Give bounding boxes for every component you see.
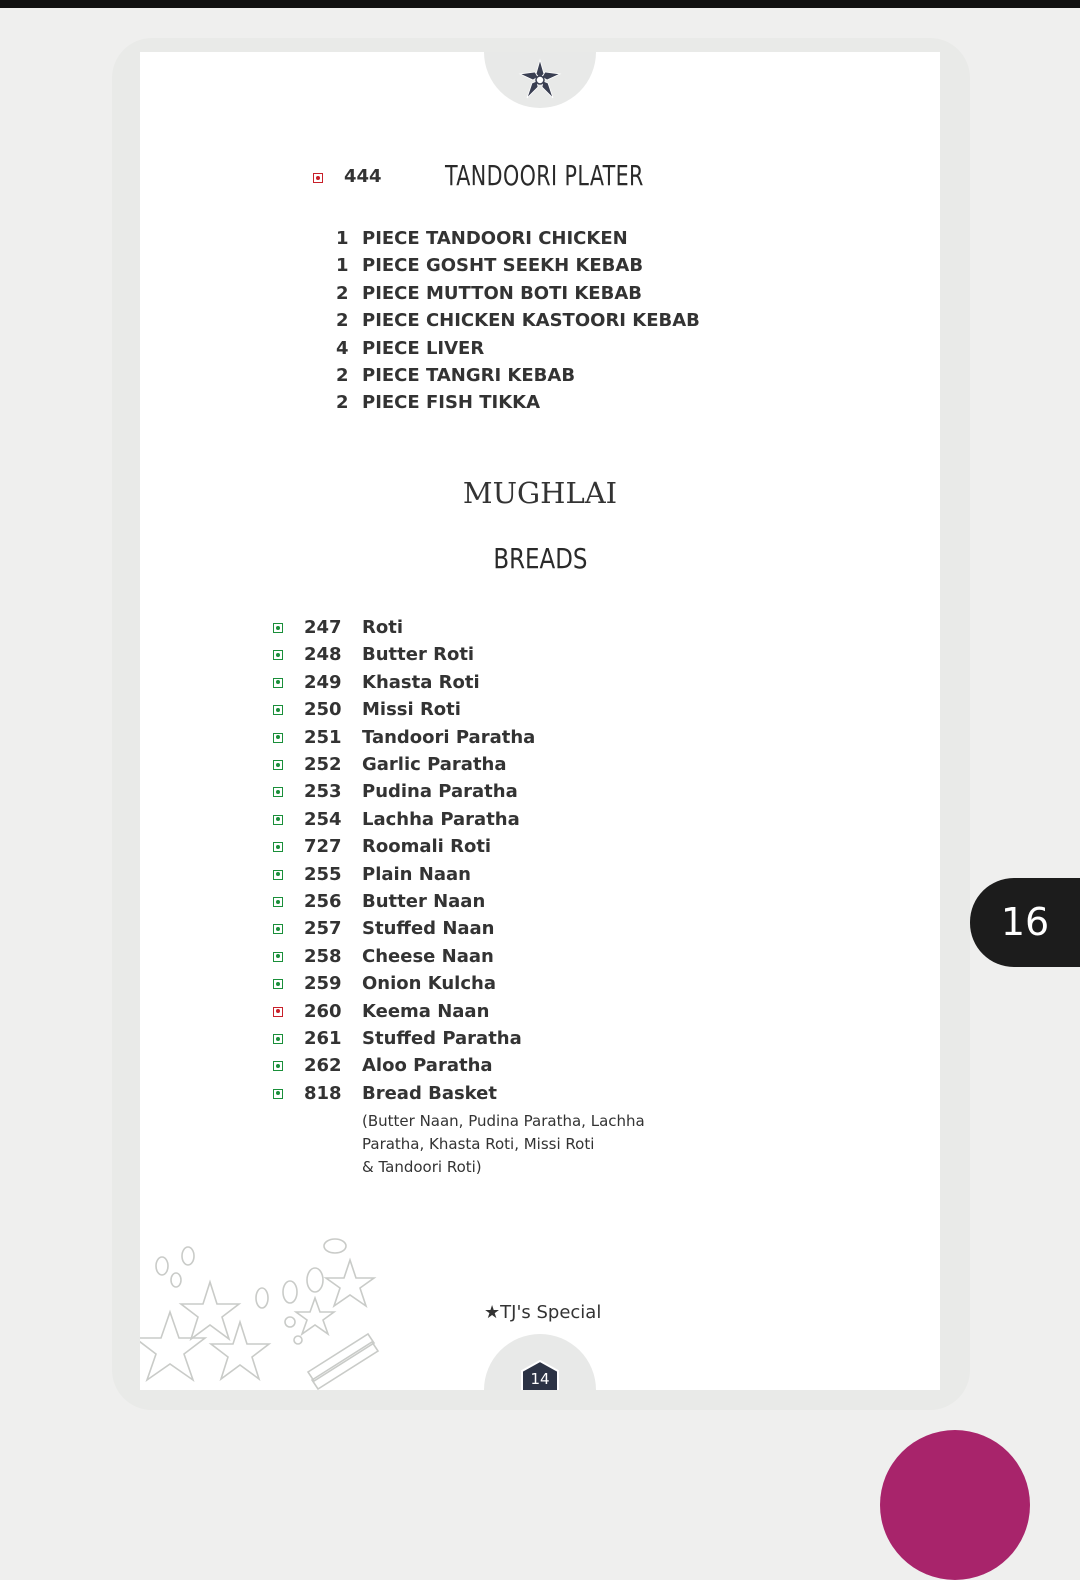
section-title: MUGHLAI bbox=[462, 476, 618, 510]
bread-item bbox=[140, 754, 940, 781]
bread-code: 255 bbox=[304, 863, 342, 885]
plater-item-name: PIECE TANDOORI CHICKEN bbox=[362, 228, 628, 249]
bread-item bbox=[140, 699, 940, 726]
bread-code: 247 bbox=[304, 617, 342, 638]
fab-button[interactable] bbox=[880, 1430, 1030, 1580]
bread-code: 251 bbox=[304, 726, 342, 748]
status-bar bbox=[0, 0, 1080, 8]
bread-basket-note bbox=[362, 1110, 662, 1179]
note-line: & Tandoori Roti) bbox=[362, 1158, 482, 1176]
bread-item bbox=[140, 836, 940, 863]
bread-name: Keema Naan bbox=[362, 1000, 490, 1022]
bread-item bbox=[140, 864, 940, 891]
plater-item-name: PIECE CHICKEN KASTOORI KEBAB bbox=[362, 310, 700, 332]
page-number: 14 bbox=[530, 1370, 550, 1388]
bread-item bbox=[140, 891, 940, 918]
bread-name: Plain Naan bbox=[362, 863, 471, 885]
bread-name: Garlic Paratha bbox=[362, 754, 507, 775]
bread-item bbox=[140, 1055, 940, 1082]
bread-code: 262 bbox=[304, 1055, 342, 1077]
bread-name: Onion Kulcha bbox=[362, 973, 496, 995]
bread-item bbox=[140, 973, 940, 1000]
note-line: Paratha, Khasta Roti, Missi Roti bbox=[362, 1135, 595, 1153]
menu-page bbox=[140, 52, 940, 1390]
spice-decoration-icon bbox=[140, 1232, 380, 1390]
sub-title-text: BREADS bbox=[492, 542, 588, 575]
bread-name: Cheese Naan bbox=[362, 945, 494, 967]
bread-item bbox=[140, 727, 940, 754]
page-indicator-tab[interactable] bbox=[970, 878, 1080, 967]
plater-qty: 4 bbox=[336, 337, 349, 359]
plater-qty: 1 bbox=[336, 228, 349, 249]
bread-name: Khasta Roti bbox=[362, 671, 480, 693]
tj-special-legend: ★TJ's Special bbox=[484, 1302, 602, 1323]
bread-code: 261 bbox=[304, 1028, 342, 1049]
plater-code: 444 bbox=[344, 166, 382, 187]
bread-item bbox=[140, 644, 940, 671]
bread-item bbox=[140, 946, 940, 973]
plater-qty: 1 bbox=[336, 255, 349, 277]
plater-qty: 2 bbox=[336, 365, 349, 386]
bread-item bbox=[140, 672, 940, 699]
bread-code: 258 bbox=[304, 945, 342, 967]
bread-code: 256 bbox=[304, 891, 342, 912]
bread-name: Butter Roti bbox=[362, 644, 475, 666]
sub-title bbox=[140, 542, 940, 575]
bread-code: 818 bbox=[304, 1082, 342, 1104]
plater-qty: 2 bbox=[336, 392, 349, 414]
bread-name: Aloo Paratha bbox=[362, 1055, 493, 1077]
plater-item-name: PIECE TANGRI KEBAB bbox=[362, 365, 576, 386]
bread-name: Bread Basket bbox=[362, 1082, 497, 1104]
bread-item bbox=[140, 617, 940, 644]
bread-code: 249 bbox=[304, 671, 342, 693]
bread-name: Tandoori Paratha bbox=[362, 726, 536, 748]
bread-code: 253 bbox=[304, 781, 342, 803]
plater-qty: 2 bbox=[336, 282, 349, 304]
bread-item bbox=[140, 1083, 940, 1110]
top-tab bbox=[484, 52, 596, 108]
bread-name: Butter Naan bbox=[362, 891, 486, 912]
bread-name: Stuffed Paratha bbox=[362, 1028, 522, 1049]
bread-item bbox=[140, 1028, 940, 1055]
plater-item-name: PIECE GOSHT SEEKH KEBAB bbox=[362, 255, 644, 277]
bread-code: 727 bbox=[304, 836, 342, 858]
bread-item bbox=[140, 918, 940, 945]
bread-code: 252 bbox=[304, 754, 342, 775]
plater-item-name: PIECE LIVER bbox=[362, 337, 485, 359]
note-line: (Butter Naan, Pudina Paratha, Lachha bbox=[362, 1112, 645, 1130]
star-anise-icon bbox=[518, 58, 562, 102]
bread-name: Pudina Paratha bbox=[362, 781, 518, 803]
bread-code: 259 bbox=[304, 973, 342, 995]
bread-code: 254 bbox=[304, 808, 342, 830]
page-indicator: 16 bbox=[1000, 900, 1050, 944]
bread-name: Roomali Roti bbox=[362, 836, 492, 858]
bottom-tab bbox=[484, 1334, 596, 1390]
bread-name: Lachha Paratha bbox=[362, 808, 520, 830]
bread-code: 260 bbox=[304, 1000, 342, 1022]
bread-code: 250 bbox=[304, 699, 342, 721]
nonveg-icon bbox=[313, 173, 323, 183]
plater-title: TANDOORI PLATER bbox=[445, 159, 644, 192]
bread-code: 257 bbox=[304, 918, 342, 940]
bread-item bbox=[140, 809, 940, 836]
bread-name: Missi Roti bbox=[362, 699, 461, 721]
plater-item-name: PIECE FISH TIKKA bbox=[362, 392, 541, 414]
bread-name: Stuffed Naan bbox=[362, 918, 495, 940]
bread-item bbox=[140, 781, 940, 808]
bread-item bbox=[140, 1001, 940, 1028]
plater-item-name: PIECE MUTTON BOTI KEBAB bbox=[362, 282, 642, 304]
bread-name: Roti bbox=[362, 617, 404, 638]
plater-qty: 2 bbox=[336, 310, 349, 332]
bread-code: 248 bbox=[304, 644, 342, 666]
